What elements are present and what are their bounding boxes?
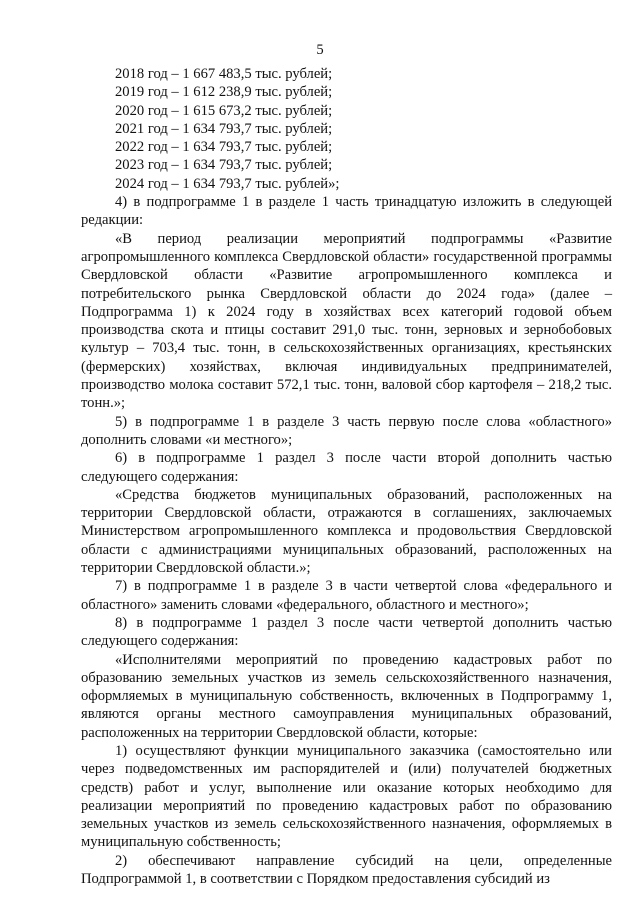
page-number: 5 [316,42,324,58]
amendment-item-7: 7) в подпрограмме 1 в разделе 3 в части четвертой слова «федерального и областного» заменить словами «федерального, областного и местного»; [81,578,612,613]
document-body [81,65,612,888]
quoted-text-municipal-budgets: «Средства бюджетов муниципальных образований, расположенных на территории Свердловской области, отражаются в соглашениях, заключаемых Министерством агропромышленного комплекса и продовольствия Свердловской области с администрациями муниципальных образований, расположенных на территории Свердловской области.»; [81,486,612,577]
quoted-text-part-13: «В период реализации мероприятий подпрограммы «Развитие агропромышленного комплекса Свердловской области» государственной программы Свердловской области «Развитие агропромышленного комплекса и потребительского рынка Свердловской области до 2024 года» (далее – Подпрограмма 1) к 2024 году в хозяйствах всех категорий годовой объем производства скота и птицы составит 291,0 тыс. тонн, зерновых и зернобобовых культур – 703,4 тыс. тонн, в сельскохозяйственных организациях, крестьянских (фермерских) хозяйствах, включая индивидуальных предпринимателей, производство молока составит 572,1 тыс. тонн, валовой сбор картофеля – 218,2 тыс. тонн.»; [81,230,612,412]
funding-year-line: 2024 год – 1 634 793,7 тыс. рублей»; [115,175,340,192]
executor-duty-1: 1) осуществляют функции муниципального заказчика (самостоятельно или через подведомственных им распорядителей и (или) получателей бюджетных средств) работ и услуг, выполнение или оказание которых необходимо для реализации мероприятий по проведению кадастровых работ по образованию земельных участков из земель сельскохозяйственного назначения, оформляемых в муниципальную собственность; [81,742,612,851]
quoted-text-executors: «Исполнителями мероприятий по проведению кадастровых работ по образованию земельных участков из земель сельскохозяйственного назначения, оформляемых в муниципальную собственность, включенных в Подпрограмму 1, являются органы местного самоуправления муниципальных образований, расположенных на территории Свердловской области, которые: [81,651,612,741]
executor-duty-2: 2) обеспечивают направление субсидий на цели, определенные Подпрограммой 1, в соответствии с Порядком предоставления субсидий из [81,852,612,888]
funding-year-line: 2023 год – 1 634 793,7 тыс. рублей; [115,157,333,174]
funding-year-line: 2018 год – 1 667 483,5 тыс. рублей; [115,66,333,82]
amendment-item-5: 5) в подпрограмме 1 в разделе 3 часть первую после слова «областного» дополнить словами «и местного»; [81,413,612,448]
funding-year-line: 2021 год – 1 634 793,7 тыс. рублей; [115,120,333,137]
funding-year-line: 2022 год – 1 634 793,7 тыс. рублей; [115,139,333,156]
funding-year-line: 2020 год – 1 615 673,2 тыс. рублей; [115,102,333,119]
amendment-item-6: 6) в подпрограмме 1 раздел 3 после части второй дополнить частью следующего содержания: [81,450,612,485]
amendment-item-8: 8) в подпрограмме 1 раздел 3 после части четвертой дополнить частью следующего содержания: [81,614,612,650]
funding-year-line: 2019 год – 1 612 238,9 тыс. рублей; [115,84,333,101]
amendment-item-4: 4) в подпрограмме 1 в разделе 1 часть тринадцатую изложить в следующей редакции: [81,194,612,229]
